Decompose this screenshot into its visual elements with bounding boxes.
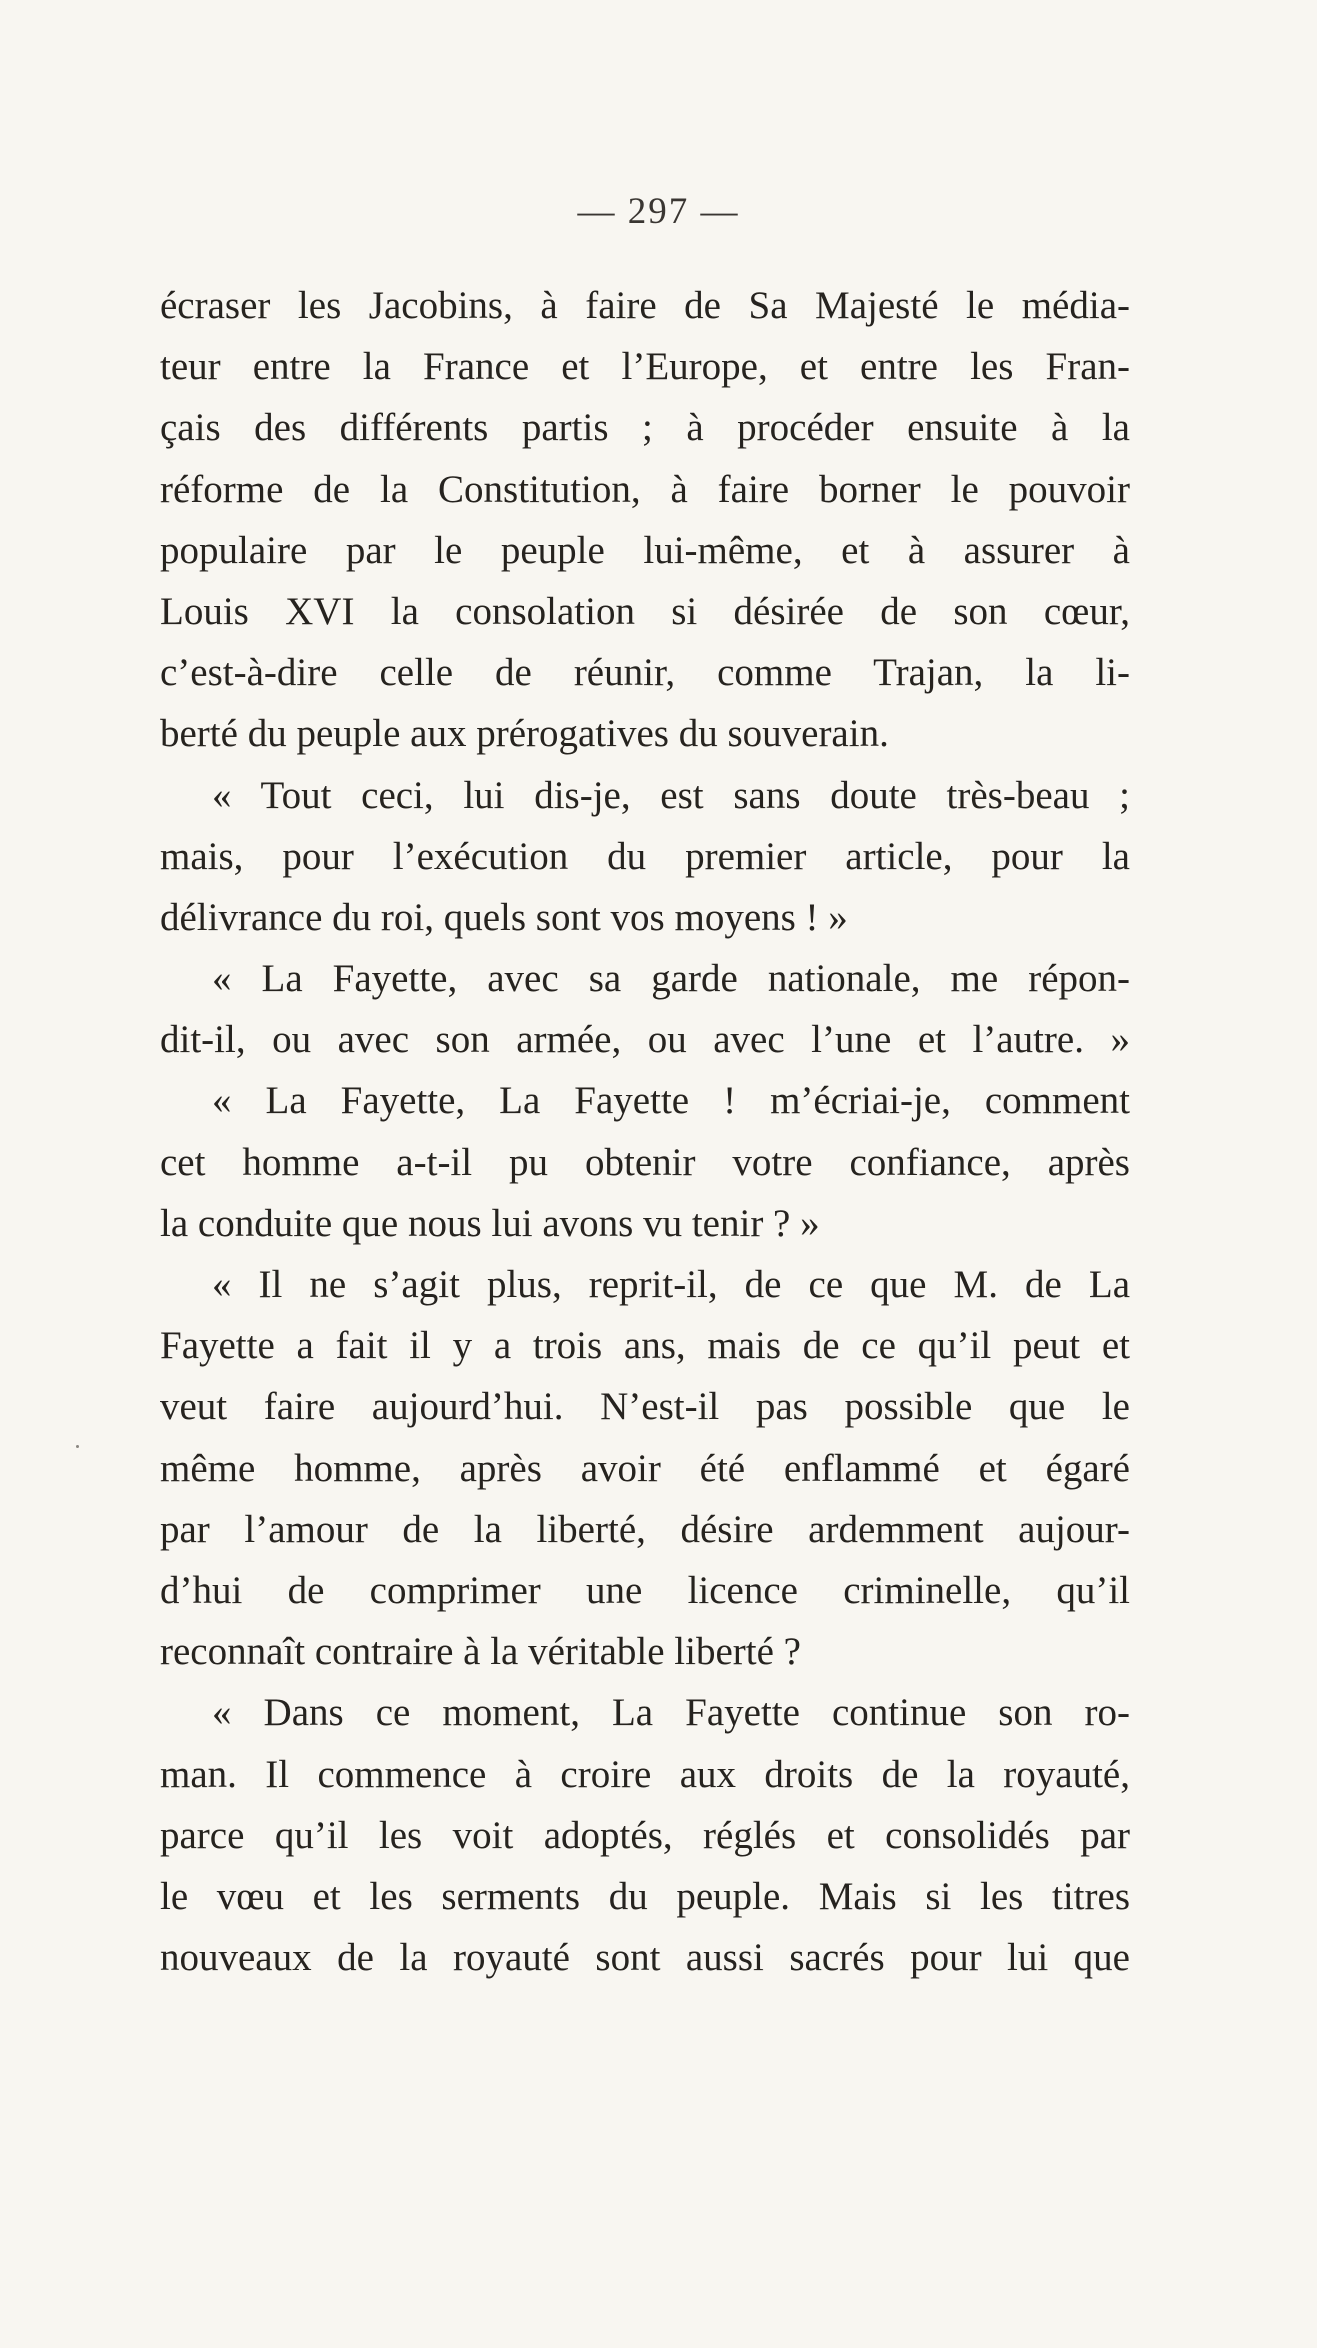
text-line: réforme de la Constitution, à faire borner le pouvoir bbox=[160, 467, 1130, 511]
text-line: « Tout ceci, lui dis-je, est sans doute très-beau ; bbox=[212, 773, 1130, 817]
text-line: berté du peuple aux prérogatives du souverain. bbox=[160, 712, 889, 756]
text-line: écraser les Jacobins, à faire de Sa Majesté le média- bbox=[160, 284, 1130, 327]
margin-speck bbox=[76, 1445, 79, 1448]
text-line: teur entre la France et l’Europe, et entre les Fran- bbox=[160, 345, 1130, 389]
text-line: man. Il commence à croire aux droits de la royauté, bbox=[160, 1752, 1130, 1796]
text-line: mais, pour l’exécution du premier article, pour la bbox=[160, 834, 1130, 878]
text-line: dit-il, ou avec son armée, ou avec l’une et l’autre. » bbox=[160, 1018, 1130, 1062]
text-line: d’hui de comprimer une licence criminelle, qu’il bbox=[160, 1568, 1130, 1612]
text-line: cet homme a-t-il pu obtenir votre confiance, après bbox=[160, 1140, 1130, 1184]
text-line: reconnaît contraire à la véritable liberté ? bbox=[160, 1630, 801, 1674]
text-line: Fayette a fait il y a trois ans, mais de ce qu’il peut et bbox=[160, 1324, 1130, 1368]
text-line: le vœu et les serments du peuple. Mais si les titres bbox=[160, 1874, 1130, 1918]
text-line: même homme, après avoir été enflammé et égaré bbox=[160, 1446, 1130, 1490]
text-line: Louis XVI la consolation si désirée de son cœur, bbox=[160, 589, 1130, 633]
text-line: c’est-à-dire celle de réunir, comme Trajan, la li- bbox=[160, 651, 1130, 695]
text-line: « Il ne s’agit plus, reprit-il, de ce que M. de La bbox=[212, 1263, 1130, 1306]
page-number: — 297 — bbox=[577, 191, 740, 232]
text-line: nouveaux de la royauté sont aussi sacrés pour lui que bbox=[160, 1936, 1130, 1980]
text-line: par l’amour de la liberté, désire ardemment aujour- bbox=[160, 1507, 1130, 1551]
text-line: la conduite que nous lui avons vu tenir ? » bbox=[160, 1201, 820, 1245]
text-line: délivrance du roi, quels sont vos moyens ! » bbox=[160, 895, 848, 939]
text-line: parce qu’il les voit adoptés, réglés et consolidés par bbox=[160, 1813, 1130, 1857]
text-line: populaire par le peuple lui-même, et à assurer à bbox=[160, 528, 1130, 572]
text-line: « Dans ce moment, La Fayette continue son ro- bbox=[212, 1691, 1130, 1735]
body-text bbox=[160, 275, 1130, 1988]
text-line: çais des différents partis ; à procéder ensuite à la bbox=[160, 406, 1130, 450]
text-line: veut faire aujourd’hui. N’est-il pas possible que le bbox=[160, 1385, 1130, 1429]
text-line: « La Fayette, avec sa garde nationale, me répon- bbox=[212, 957, 1130, 1001]
text-line: « La Fayette, La Fayette ! m’écriai-je, comment bbox=[212, 1079, 1130, 1123]
